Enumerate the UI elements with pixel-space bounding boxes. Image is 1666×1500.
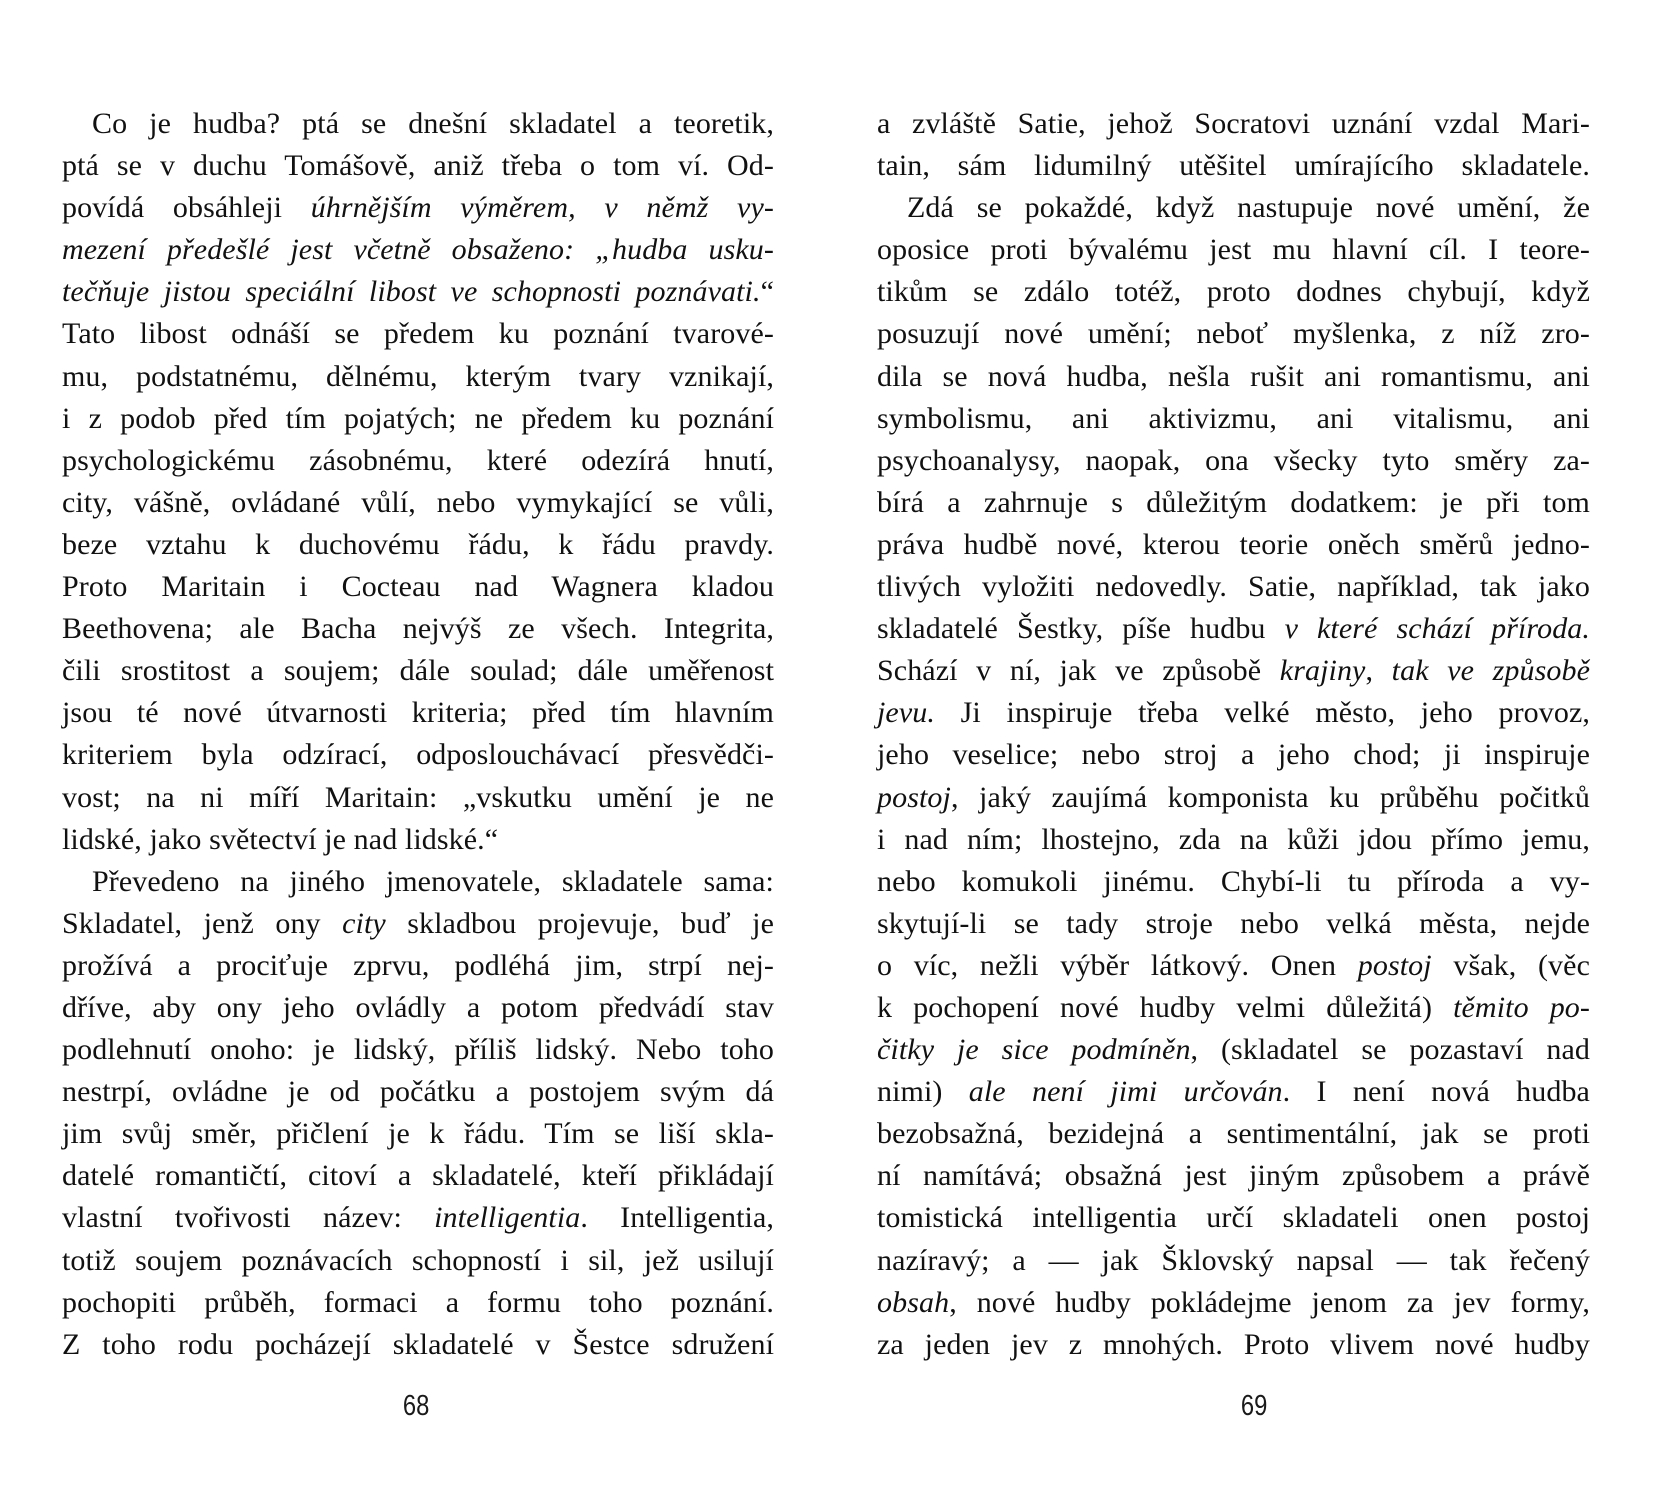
text-line: [877, 482, 1590, 524]
text-line: [62, 229, 774, 271]
text-line: [877, 356, 1590, 398]
text-segment: nimi): [877, 1075, 969, 1109]
text-line: [62, 103, 774, 145]
text-segment: vlastní tvořivosti název:: [62, 1201, 435, 1235]
text-line: [877, 1324, 1590, 1366]
italic-text: čitky je sice podmíněn: [877, 1033, 1191, 1067]
text-line: [62, 1197, 774, 1239]
text-line: [62, 440, 774, 482]
italic-text: city: [342, 906, 386, 940]
text-segment: posuzují nové umění; neboť myšlenka, z níž zro-: [877, 317, 1590, 351]
text-segment: podlehnutí onoho: je lidský, příliš lidský. Nebo toho: [62, 1033, 774, 1067]
text-line: [62, 356, 774, 398]
text-line: [62, 987, 774, 1029]
text-segment: i z podob před tím pojatých; ne předem ku poznání: [62, 401, 774, 435]
text-line: [877, 398, 1590, 440]
text-segment: oposice proti bývalému jest mu hlavní cíl. I teore-: [877, 233, 1590, 267]
text-line: [62, 1324, 774, 1366]
text-line: [877, 1113, 1590, 1155]
text-segment: city, vášně, ovládané vůlí, nebo vymykající se vůli,: [62, 485, 774, 519]
italic-text: obsah: [877, 1285, 950, 1319]
italic-text: jevu.: [877, 696, 935, 730]
text-line: [62, 692, 774, 734]
text-line: [62, 187, 774, 229]
text-line: [62, 1282, 774, 1324]
text-line: [62, 271, 774, 313]
text-segment: povídá obsáhleji: [62, 191, 311, 225]
right-page-number: 69: [1240, 1390, 1268, 1422]
text-segment: skytují-li se tady stroje nebo velká města, nejde: [877, 906, 1590, 940]
text-segment: . Intelligentia,: [580, 1201, 774, 1235]
text-segment: datelé romantičtí, citoví a skladatelé, kteří přikládají: [62, 1159, 774, 1193]
text-segment: skladbou projevuje, buď je: [385, 906, 774, 940]
text-segment: , jaký zaujímá komponista ku průběhu počitků: [950, 780, 1590, 814]
text-line: [877, 903, 1590, 945]
text-segment: lidské, jako světectví je nad lidské.“: [62, 822, 499, 856]
text-line: [877, 1282, 1590, 1324]
text-segment: prožívá a prociťuje zprvu, podléhá jim, strpí nej-: [62, 948, 774, 982]
text-segment: jeho veselice; nebo stroj a jeho chod; ji inspiruje: [877, 738, 1590, 772]
text-segment: Skladatel, jenž ony: [62, 906, 343, 940]
text-segment: psychologickému zásobnému, které odezírá hnutí,: [62, 443, 774, 477]
text-line: [62, 903, 774, 945]
left-page-text: [62, 103, 774, 1366]
italic-text: v které schází příroda.: [1284, 612, 1590, 646]
text-line: [62, 650, 774, 692]
text-segment: jsou té nové útvarnosti kriteria; před tím hlavním: [62, 696, 774, 730]
text-segment: ,: [1365, 654, 1392, 688]
text-line: [62, 1029, 774, 1071]
text-line: [877, 271, 1590, 313]
text-line: [62, 1113, 774, 1155]
italic-text: postoj: [877, 780, 951, 814]
italic-text: tak ve způsobě: [1391, 654, 1590, 688]
text-segment: však, (věc: [1431, 948, 1590, 982]
text-line: [877, 861, 1590, 903]
italic-text: ale není jimi určován: [968, 1075, 1283, 1109]
italic-text: mezení předešlé jest včetně obsaženo: „hudba usku-: [62, 233, 774, 267]
text-line: [877, 1029, 1590, 1071]
text-segment: jim svůj směr, přičlení je k řádu. Tím se liší skla-: [62, 1117, 774, 1151]
text-line: [877, 187, 1590, 229]
text-segment: symbolismu, ani aktivizmu, ani vitalismu, ani: [877, 401, 1590, 435]
text-line: [877, 734, 1590, 776]
text-line: [877, 945, 1590, 987]
text-segment: vost; na ni míří Maritain: „vskutku umění je ne: [62, 780, 774, 814]
text-line: [62, 777, 774, 819]
italic-text: tečňuje jistou speciální libost ve schopnosti poznávati.: [62, 275, 761, 309]
text-segment: beze vztahu k duchovému řádu, k řádu pravdy.: [62, 527, 774, 561]
text-line: [877, 692, 1590, 734]
text-segment: čili srostitost a soujem; dále soulad; dále uměřenost: [62, 654, 774, 688]
italic-text: intelligentia: [434, 1201, 581, 1235]
text-segment: nestrpí, ovládne je od počátku a postojem svým dá: [62, 1075, 774, 1109]
text-line: [877, 103, 1590, 145]
text-segment: totiž soujem poznávacích schopností i sil, jež usilují: [62, 1243, 774, 1277]
text-segment: o víc, nežli výběr látkový. Onen: [877, 948, 1358, 982]
text-line: [62, 566, 774, 608]
text-segment: Převedeno na jiného jmenovatele, skladatele sama:: [92, 864, 774, 898]
text-segment: . I není nová hudba: [1282, 1075, 1590, 1109]
left-page-number: 68: [402, 1390, 430, 1422]
text-line: [62, 734, 774, 776]
text-line: [62, 1155, 774, 1197]
text-segment: skladatelé Šestky, píše hudbu: [877, 612, 1285, 646]
text-segment: nazíravý; a — jak Šklovský napsal — tak řečený: [877, 1243, 1590, 1277]
text-segment: tain, sám lidumilný utěšitel umírajícího skladatele.: [877, 149, 1590, 183]
text-segment: tikům se zdálo totéž, proto dodnes chybují, když: [877, 275, 1590, 309]
text-line: [62, 482, 774, 524]
text-segment: bírá a zahrnuje s důležitým dodatkem: je při tom: [877, 485, 1590, 519]
text-segment: ptá se v duchu Tomášově, aniž třeba o tom ví. Od-: [62, 149, 774, 183]
text-line: [877, 650, 1590, 692]
text-line: [62, 524, 774, 566]
text-segment: Beethovena; ale Bacha nejvýš ze všech. Integrita,: [62, 612, 774, 646]
text-segment: Co je hudba? ptá se dnešní skladatel a teoretik,: [92, 107, 774, 140]
text-line: [877, 608, 1590, 650]
text-line: [877, 524, 1590, 566]
text-line: [877, 1197, 1590, 1239]
text-segment: i nad ním; lhostejno, zda na kůži jdou přímo jemu,: [877, 822, 1590, 856]
text-line: [62, 608, 774, 650]
text-segment: , nové hudby pokládejme jenom za jev formy,: [949, 1285, 1590, 1319]
text-line: [877, 987, 1590, 1029]
text-segment: Zdá se pokaždé, když nastupuje nové umění, že: [907, 191, 1590, 225]
text-line: [62, 145, 774, 187]
text-line: [62, 398, 774, 440]
italic-text: úhrnějším výměrem, v němž vy-: [310, 191, 774, 225]
text-line: [62, 313, 774, 355]
italic-text: těmito po-: [1453, 990, 1590, 1024]
text-segment: kriteriem byla odzírací, odposlouchávací přesvědči-: [62, 738, 774, 772]
text-segment: pochopiti průběh, formaci a formu toho poznání.: [62, 1285, 774, 1319]
text-line: [62, 861, 774, 903]
text-line: [877, 1240, 1590, 1282]
text-segment: tlivých vyložiti nedovedly. Satie, například, tak jako: [877, 570, 1590, 604]
text-line: [877, 566, 1590, 608]
text-segment: a zvláště Satie, jehož Socratovi uznání vzdal Mari-: [877, 107, 1590, 140]
text-line: [62, 945, 774, 987]
text-segment: práva hudbě nové, kterou teorie oněch směrů jedno-: [877, 527, 1590, 561]
text-line: [877, 777, 1590, 819]
text-segment: Z toho rodu pocházejí skladatelé v Šestce sdružení: [62, 1327, 774, 1361]
text-line: [877, 313, 1590, 355]
text-line: [877, 145, 1590, 187]
text-segment: mu, podstatnému, dělnému, kterým tvary vznikají,: [62, 359, 774, 393]
text-segment: Proto Maritain i Cocteau nad Wagnera kladou: [62, 570, 774, 604]
text-line: [877, 1071, 1590, 1113]
text-line: [62, 1071, 774, 1113]
italic-text: krajiny: [1279, 654, 1366, 688]
text-line: [62, 819, 774, 861]
text-segment: “: [760, 275, 774, 309]
text-segment: bezobsažná, bezidejná a sentimentální, jak se proti: [877, 1117, 1590, 1151]
italic-text: postoj: [1357, 948, 1432, 982]
text-line: [62, 1240, 774, 1282]
text-segment: dříve, aby ony jeho ovládly a potom předvádí stav: [62, 990, 774, 1024]
text-segment: za jeden jev z mnohých. Proto vlivem nové hudby: [877, 1327, 1590, 1361]
text-segment: tomistická intelligentia určí skladateli onen postoj: [877, 1201, 1590, 1235]
text-segment: k pochopení nové hudby velmi důležitá): [877, 990, 1454, 1024]
text-segment: nebo komukoli jinému. Chybí-li tu příroda a vy-: [877, 864, 1590, 898]
text-segment: Schází v ní, jak ve způsobě: [877, 654, 1280, 688]
text-line: [877, 819, 1590, 861]
text-line: [877, 1155, 1590, 1197]
text-segment: Tato libost odnáší se předem ku poznání tvarové-: [62, 317, 774, 351]
text-segment: Ji inspiruje třeba velké město, jeho provoz,: [934, 696, 1590, 730]
text-segment: , (skladatel se pozastaví nad: [1190, 1033, 1590, 1067]
text-segment: psychoanalysy, naopak, ona všecky tyto směry za-: [877, 443, 1590, 477]
text-segment: dila se nová hudba, nešla rušit ani romantismu, ani: [877, 359, 1590, 393]
text-segment: ní namítává; obsažná jest jiným způsobem a právě: [877, 1159, 1590, 1193]
right-page-text: [877, 103, 1590, 1366]
text-line: [877, 229, 1590, 271]
text-line: [877, 440, 1590, 482]
